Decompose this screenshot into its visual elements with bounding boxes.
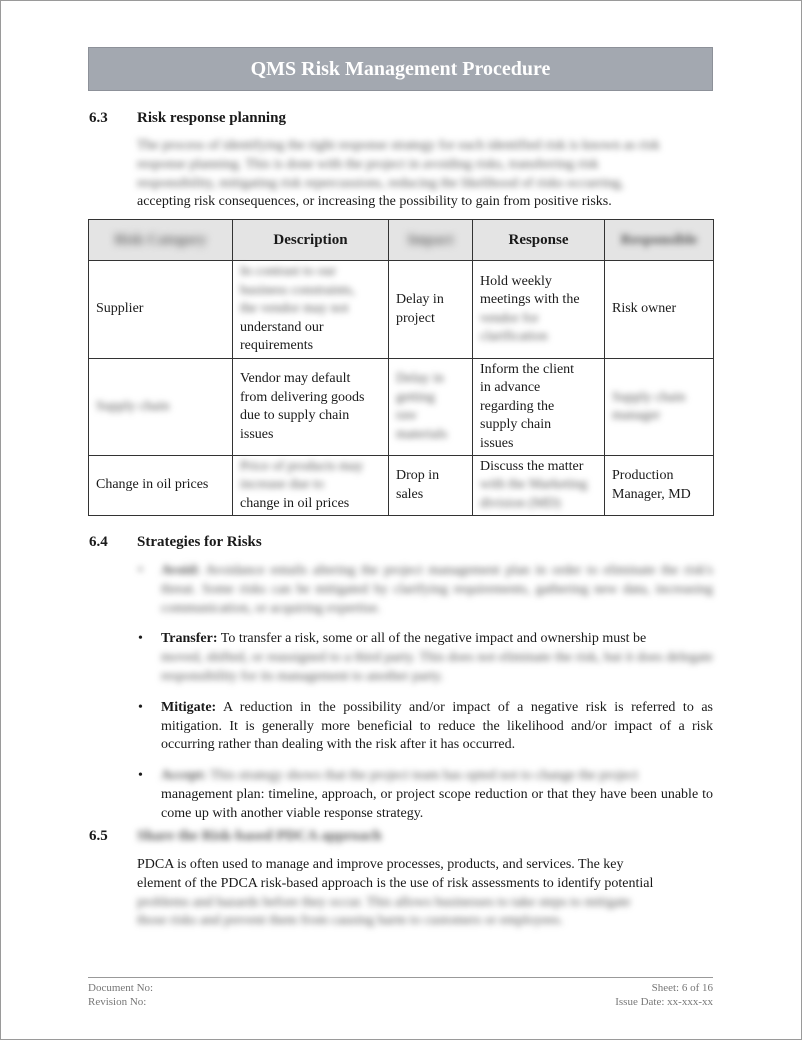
bullet-label: Transfer: bbox=[161, 631, 218, 647]
header-responsible: Responsible bbox=[605, 220, 714, 261]
document-title: QMS Risk Management Procedure bbox=[250, 57, 551, 80]
blurred-line: responsibility, mitigating risk repercussions, reducing the likelihood of risks occurring, bbox=[137, 175, 624, 191]
section-title: Risk response planning bbox=[137, 110, 286, 126]
cell-response: Inform the client in advance regarding the supply chain issues bbox=[473, 359, 605, 456]
page-footer bbox=[88, 977, 713, 1009]
list-item: • Mitigate: A reduction in the possibility and/or impact of a negative risk is referred to as mitigation. It is generally more beneficial to reduce the likelihood and/or impact of a risk occurring rather than dealing with the risk after it has occurred. bbox=[138, 699, 713, 753]
cell-category: Change in oil prices bbox=[89, 456, 233, 516]
table-row bbox=[89, 261, 714, 359]
cell-impact: Delay in project bbox=[389, 261, 473, 359]
bullet-dot-icon: • bbox=[138, 631, 143, 647]
risk-response-table bbox=[88, 219, 714, 516]
blurred-line: response planning. This is done with the project in avoiding risks, transferring risk bbox=[137, 156, 599, 172]
paragraph-line: accepting risk consequences, or increasing the possibility to gain from positive risks. bbox=[137, 194, 612, 210]
cell-description: Price of products may increase due to change in oil prices bbox=[233, 456, 389, 516]
cell-impact: Delay in getting raw materials bbox=[389, 359, 473, 456]
bullet-dot-icon: • bbox=[138, 563, 143, 578]
blurred-line: those risks and prevent them from causing harm to customers or employees. bbox=[137, 913, 564, 929]
table-row bbox=[89, 456, 714, 516]
header-description: Description bbox=[233, 220, 389, 261]
section-heading-6-5 bbox=[89, 828, 381, 845]
cell-response: Discuss the matter with the Marketing division (MD) bbox=[473, 456, 605, 516]
document-title-banner bbox=[88, 47, 713, 91]
document-number: Document No: bbox=[88, 982, 154, 994]
list-item: • Accept: This strategy shows that the project team has opted not to change the project management plan: timeline, approach, or project scope reduction or that they have been unable to come up with another viable response strategy. bbox=[138, 768, 713, 821]
bullet-label: Mitigate: bbox=[161, 699, 217, 715]
bullet-dot-icon: • bbox=[138, 699, 143, 715]
table-row bbox=[89, 359, 714, 456]
cell-description: Vendor may default from delivering goods due to supply chain issues bbox=[233, 359, 389, 456]
section-6-5-paragraph bbox=[137, 856, 713, 931]
section-number: 6.5 bbox=[89, 828, 108, 844]
table-header-row bbox=[89, 220, 714, 261]
section-6-3-paragraph bbox=[137, 137, 713, 212]
sheet-number: Sheet: 6 of 16 bbox=[651, 982, 713, 994]
cell-impact: Drop in sales bbox=[389, 456, 473, 516]
cell-category: Supplier bbox=[89, 261, 233, 359]
cell-responsible: Risk owner bbox=[605, 261, 714, 359]
section-heading-6-3 bbox=[89, 110, 286, 127]
cell-category: Supply chain bbox=[89, 359, 233, 456]
header-risk-category: Risk Category bbox=[89, 220, 233, 261]
header-impact: Impact bbox=[389, 220, 473, 261]
list-item: • Transfer: To transfer a risk, some or all of the negative impact and ownership must be moved, shifted, or reassigned to a third party. This does not eliminate the risk, but it does delegate responsibility for its management to another party. bbox=[138, 631, 713, 684]
issue-date: Issue Date: xx-xxx-xx bbox=[615, 996, 713, 1008]
paragraph-line: PDCA is often used to manage and improve processes, products, and services. The key bbox=[137, 857, 624, 872]
cell-description: In contrast to our business constraints, the vendor may not understand our requirements bbox=[233, 261, 389, 359]
section-title: Strategies for Risks bbox=[137, 534, 262, 550]
strategies-list bbox=[137, 562, 713, 824]
cell-responsible: Supply chain manager bbox=[605, 359, 714, 456]
blurred-line: The process of identifying the right response strategy for each identified risk is known as risk bbox=[137, 138, 660, 153]
section-heading-6-4 bbox=[89, 534, 262, 551]
section-title: Share the Risk-based PDCA approach bbox=[137, 828, 382, 844]
header-response: Response bbox=[473, 220, 605, 261]
list-item: • Avoid: Avoidance entails altering the project management plan in order to eliminate the risk's threat. Some risks can be mitigated by clarifying requirements, gathering new data, increasing communication, or acquiring expertise. bbox=[138, 563, 713, 616]
cell-response: Hold weekly meetings with the vendor for clarification bbox=[473, 261, 605, 359]
revision-number: Revision No: bbox=[88, 996, 147, 1008]
section-number: 6.3 bbox=[89, 110, 108, 126]
section-number: 6.4 bbox=[89, 534, 108, 550]
paragraph-line: element of the PDCA risk-based approach is the use of risk assessments to identify potential bbox=[137, 875, 654, 891]
cell-responsible: Production Manager, MD bbox=[605, 456, 714, 516]
bullet-dot-icon: • bbox=[138, 768, 143, 784]
blurred-line: problems and hazards before they occur. This allows businesses to take steps to mitigate bbox=[137, 894, 631, 910]
